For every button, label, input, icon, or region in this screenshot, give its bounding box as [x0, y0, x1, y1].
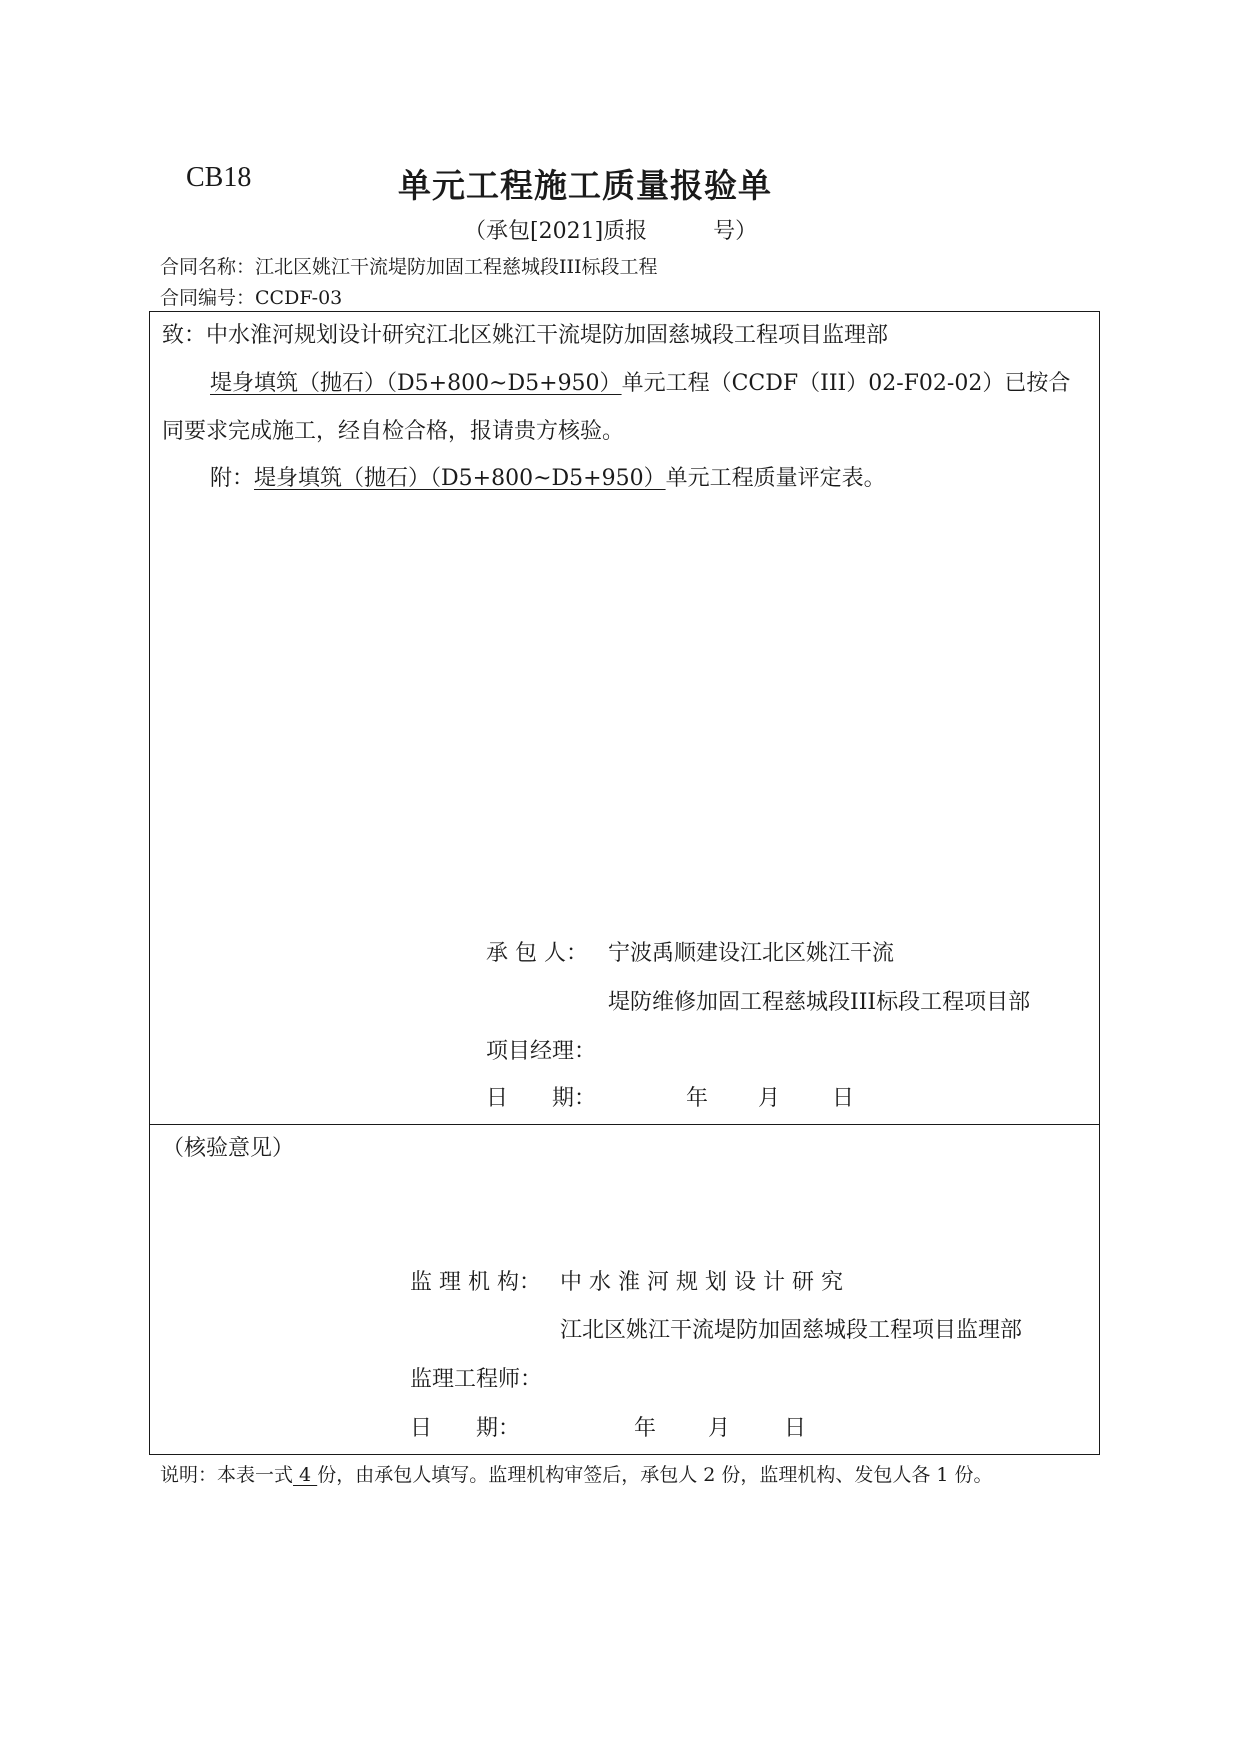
addressee: 中水淮河规划设计研究江北区姚江干流堤防加固慈城段工程项目监理部	[206, 323, 889, 348]
review-date-month: 月	[708, 1416, 731, 1441]
project-manager-label: 项目经理：	[486, 1039, 597, 1064]
review-date-day: 日	[784, 1416, 807, 1441]
form-title: 单元工程施工质量报验单	[398, 166, 772, 205]
attachment-text: 单元工程质量评定表。	[665, 466, 886, 491]
contractor-date-day: 日	[832, 1086, 855, 1111]
footnote	[160, 1460, 993, 1487]
body-line-1	[210, 366, 1070, 397]
contract-no-label: 合同编号：	[160, 287, 256, 309]
footnote-prefix: 说明：本表一式	[160, 1464, 294, 1486]
attachment-label: 附：	[210, 466, 255, 491]
contractor-label: 承 包 人：	[486, 941, 588, 966]
agency-line-1: 中 水 淮 河 规 划 设 计 研 究	[560, 1270, 843, 1295]
contractor-date-label: 日 期：	[486, 1086, 597, 1111]
contract-no-row	[160, 283, 342, 310]
reference-number: （承包[2021]质报 号）	[464, 219, 758, 244]
engineer-label: 监理工程师：	[410, 1367, 543, 1392]
contractor-line-2: 堤防维修加固工程慈城段III标段工程项目部	[608, 990, 1031, 1015]
body-line-1-text: 单元工程（CCDF（III）02-F02-02）已按合	[621, 371, 1071, 396]
body-line-2: 同要求完成施工，经自检合格，报请贵方核验。	[162, 419, 625, 444]
contract-name: 江北区姚江干流堤防加固工程慈城段III标段工程	[255, 256, 658, 278]
footnote-suffix: 份，由承包人填写。监理机构审签后，承包人 2 份，监理机构、发包人各 1 份。	[317, 1464, 993, 1486]
addressee-row	[162, 318, 888, 349]
contractor-line-1: 宁波禹顺建设江北区姚江干流	[608, 941, 895, 966]
contract-name-label: 合同名称：	[160, 256, 256, 278]
contractor-date-year: 年	[686, 1086, 709, 1111]
agency-line-2: 江北区姚江干流堤防加固慈城段工程项目监理部	[560, 1318, 1023, 1343]
review-date-label: 日 期：	[410, 1416, 521, 1441]
attachment-unit: 堤身填筑（抛石）（D5+800~D5+950）	[254, 466, 666, 491]
contract-no: CCDF-03	[255, 287, 343, 309]
form-code: CB18	[186, 162, 252, 193]
copies-count: 4	[293, 1464, 318, 1486]
review-date-year: 年	[634, 1416, 657, 1441]
review-opinion-label: （核验意见）	[162, 1136, 295, 1161]
contract-name-row	[160, 252, 658, 279]
attachment-row	[210, 461, 886, 492]
contractor-date-month: 月	[758, 1086, 781, 1111]
addressee-label: 致：	[162, 323, 207, 348]
unit-name: 堤身填筑（抛石）（D5+800~D5+950）	[210, 371, 622, 396]
agency-label: 监 理 机 构：	[410, 1270, 541, 1295]
